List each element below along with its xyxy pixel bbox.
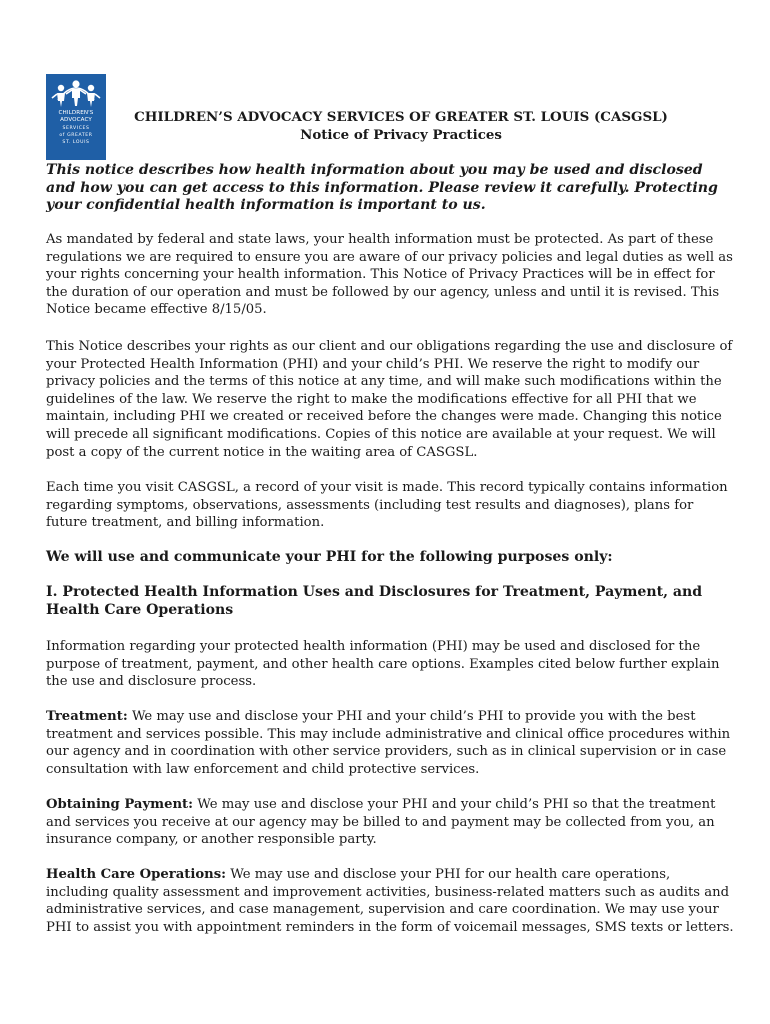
logo-line-2: ADVOCACY — [60, 117, 92, 124]
intro-statement: This notice describes how health information about you may be used and disclosed and how you can get access to this information. Please review it carefully. Protecting your confidential health information is important to us. — [46, 162, 718, 213]
casgsl-logo — [46, 74, 106, 160]
operations-text: We may use and disclose your PHI for our health care operations, including quality assessment and improvement activities, business-related matters such as audits and administrative services, and case management, supervision and care coordination. We may use your PHI to assist you with appointment reminders in the form of voicemail messages, SMS texts or letters. — [46, 867, 734, 935]
document-header — [108, 109, 694, 144]
treatment-paragraph — [46, 708, 736, 778]
operations-paragraph — [46, 866, 736, 936]
organization-name: CHILDREN’S ADVOCACY SERVICES OF GREATER ST. LOUIS (CASGSL) — [134, 109, 668, 125]
treatment-text: We may use and disclose your PHI and your child’s PHI to provide you with the best treatment and services possible. This may include administrative and clinical office procedures within our agency and in coordination with other service providers, such as in clinical supervision or in case consultation with law enforcement and child protective services. — [46, 709, 731, 777]
paragraph-rights: This Notice describes your rights as our client and our obligations regarding the use and disclosure of your Protected Health Information (PHI) and your child’s PHI. We reserve the right to modify our privacy policies and the terms of this notice at any time, and will make such modifications within the guidelines of the law. We reserve the right to make the modifications effective for all PHI that we maintain, including PHI we created or received before the changes were made. Changing this notice will precede all significant modifications. Copies of this notice are available at your request. We will post a copy of the current notice in the waiting area of CASGSL. — [46, 339, 733, 460]
operations-label: Health Care Operations: — [46, 867, 227, 882]
section-1-heading: I. Protected Health Information Uses and Disclosures for Treatment, Payment, and Health Care Operations — [46, 584, 703, 618]
document-title: Notice of Privacy Practices — [300, 126, 502, 143]
logo-line-5: ST. LOUIS — [62, 140, 90, 146]
logo-line-4: of GREATER — [59, 132, 93, 138]
purposes-heading: We will use and communicate your PHI for the following purposes only: — [46, 549, 613, 565]
paragraph-mandate: As mandated by federal and state laws, your health information must be protected. As part of these regulations we are required to ensure you are aware of our privacy policies and legal duties as well as your rights concerning your health information. This Notice of Privacy Practices will be in effect for the duration of our operation and must be followed by our agency, unless and until it is revised. This Notice became effective 8/15/05. — [46, 232, 733, 318]
payment-label: Obtaining Payment: — [46, 797, 194, 812]
payment-paragraph — [46, 796, 736, 849]
logo-line-1: CHILDREN'S — [58, 110, 94, 116]
paragraph-visit-record: Each time you visit CASGSL, a record of your visit is made. This record typically contains information regarding symptoms, observations, assessments (including test results and diagnoses), plans for future treatment, and billing information. — [46, 480, 728, 531]
section-1-intro: Information regarding your protected health information (PHI) may be used and disclosed for the purpose of treatment, payment, and other health care options. Examples cited below further explain the use and disclosure process. — [46, 639, 720, 690]
logo-line-3: SERVICES — [62, 125, 90, 131]
logo-wordmark — [46, 110, 106, 146]
payment-text: We may use and disclose your PHI and your child’s PHI so that the treatment and services you receive at our agency may be billed to and payment may be collected from you, an insurance company, or another responsible party. — [46, 797, 716, 848]
treatment-label: Treatment: — [46, 709, 128, 724]
